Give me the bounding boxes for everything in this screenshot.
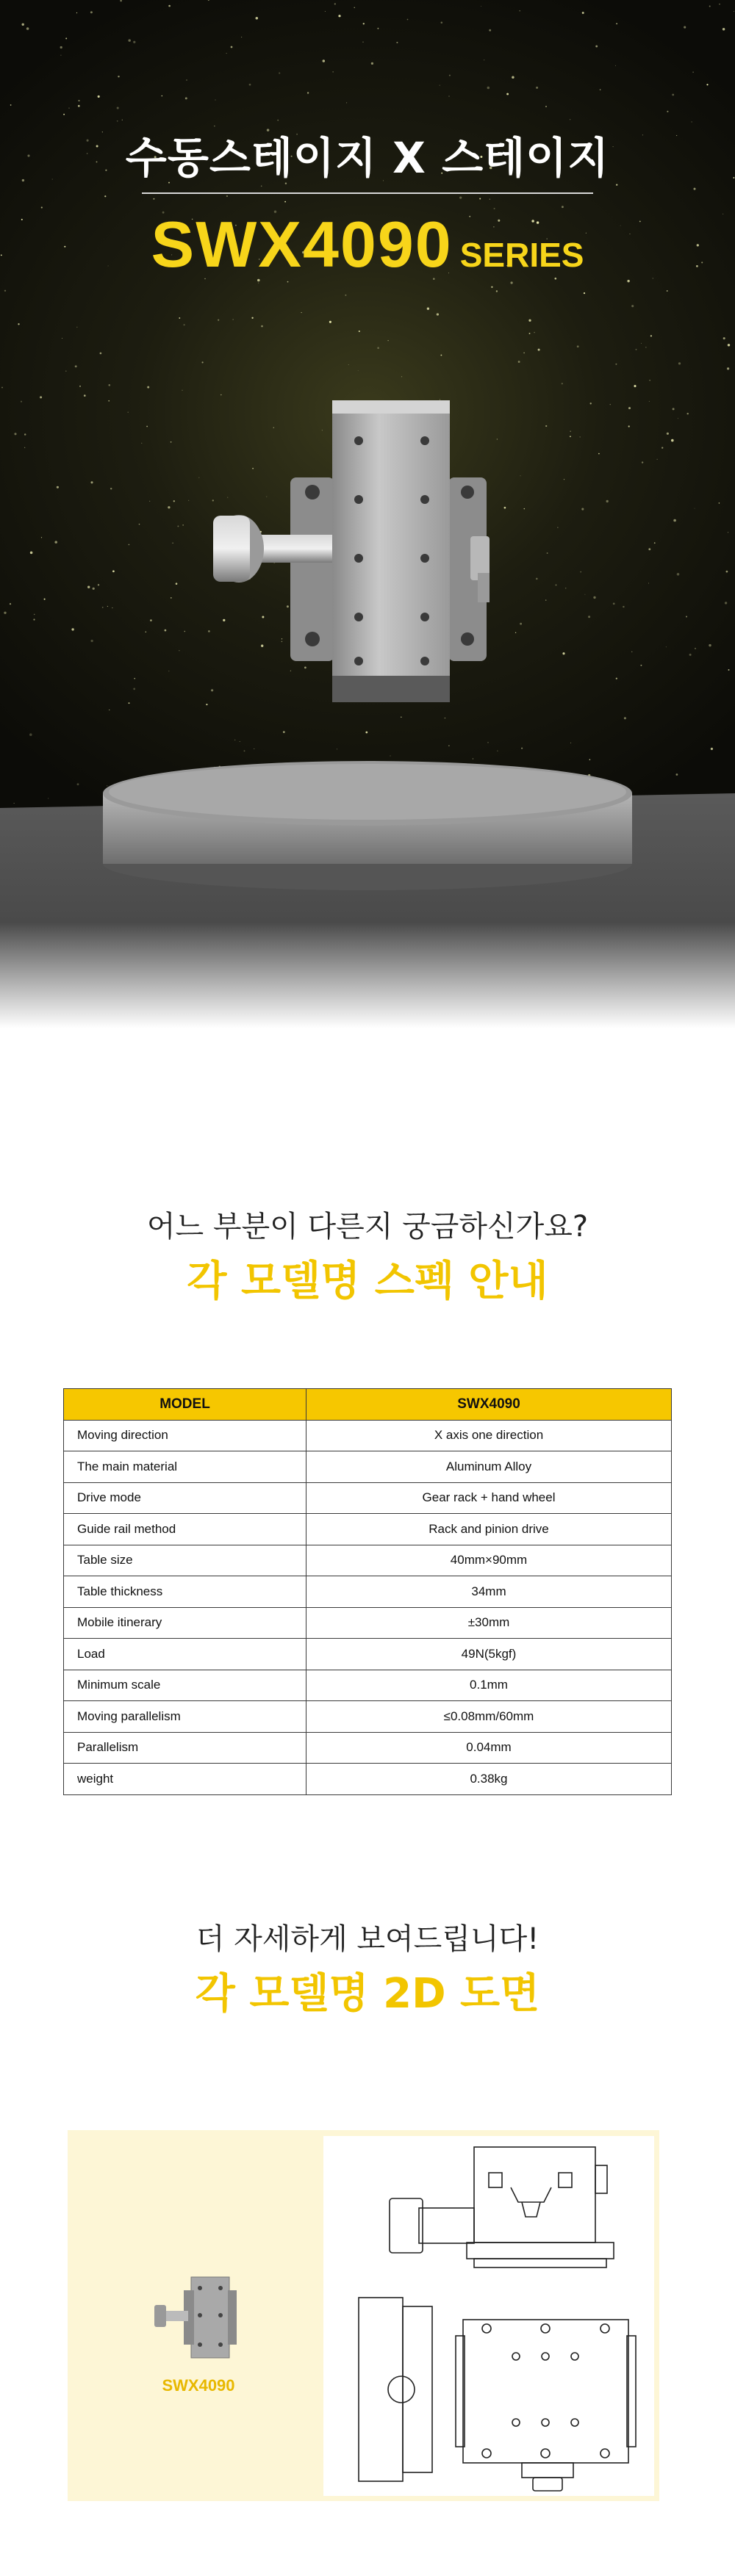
spec-row-value: 40mm×90mm — [306, 1545, 672, 1576]
spec-row — [64, 1670, 672, 1701]
hero-model-name — [0, 207, 735, 282]
spec-row-value: 49N(5kgf) — [306, 1639, 672, 1670]
spec-row — [64, 1607, 672, 1639]
spec-row-label: Moving parallelism — [64, 1701, 306, 1733]
spec-row-label: weight — [64, 1764, 306, 1795]
spec-row — [64, 1764, 672, 1795]
spec-row-label: Moving direction — [64, 1420, 306, 1451]
spec-table — [63, 1388, 672, 1795]
spec-row-label: Load — [64, 1639, 306, 1670]
model-number: SWX4090 — [151, 208, 453, 281]
spec-header-value: SWX4090 — [306, 1389, 672, 1421]
hero-divider — [142, 192, 593, 194]
spec-table-header — [64, 1389, 672, 1421]
hero-title: 수동스테이지 X 스테이지 — [125, 133, 610, 183]
spec-row — [64, 1732, 672, 1764]
spec-row-label: Minimum scale — [64, 1670, 306, 1701]
spec-row-value: ≤0.08mm/60mm — [306, 1701, 672, 1733]
spec-row-value: 0.38kg — [306, 1764, 672, 1795]
spec-row — [64, 1482, 672, 1514]
spec-row-value: 0.1mm — [306, 1670, 672, 1701]
spec-section-subtitle: 어느 부분이 다른지 궁금하신가요? — [146, 1210, 589, 1244]
spec-row-value: Rack and pinion drive — [306, 1514, 672, 1545]
spec-row-value: X axis one direction — [306, 1420, 672, 1451]
spec-row-value: Gear rack + hand wheel — [306, 1482, 672, 1514]
spec-row-label: Parallelism — [64, 1732, 306, 1764]
hero-banner — [0, 0, 735, 1028]
drawing-section-subtitle: 더 자세하게 보여드립니다! — [196, 1922, 539, 1956]
spec-row — [64, 1514, 672, 1545]
product-thumbnail — [147, 2270, 250, 2365]
product-thumbnail-label: SWX4090 — [162, 2376, 235, 2395]
spec-row-label: Table size — [64, 1545, 306, 1576]
model-suffix: SERIES — [459, 236, 584, 274]
spec-row-value: 0.04mm — [306, 1732, 672, 1764]
spec-row-label: Guide rail method — [64, 1514, 306, 1545]
spec-row — [64, 1545, 672, 1576]
spec-row-value: ±30mm — [306, 1607, 672, 1639]
spec-row-label: The main material — [64, 1451, 306, 1483]
spec-row-value: 34mm — [306, 1576, 672, 1608]
spec-row — [64, 1420, 672, 1451]
spec-row — [64, 1576, 672, 1608]
spec-row — [64, 1701, 672, 1733]
spec-row-label: Mobile itinerary — [64, 1607, 306, 1639]
spec-row-value: Aluminum Alloy — [306, 1451, 672, 1483]
technical-drawing — [323, 2136, 654, 2496]
hero-product-render — [0, 353, 735, 1028]
spec-section-heading: 각 모델명 스펙 안내 — [187, 1258, 548, 1305]
spec-header-label: MODEL — [64, 1389, 306, 1421]
spec-row — [64, 1451, 672, 1483]
spec-row-label: Drive mode — [64, 1482, 306, 1514]
spec-table-body — [64, 1420, 672, 1794]
drawing-section-heading: 각 모델명 2D 도면 — [195, 1970, 540, 2018]
spec-row-label: Table thickness — [64, 1576, 306, 1608]
spec-row — [64, 1639, 672, 1670]
